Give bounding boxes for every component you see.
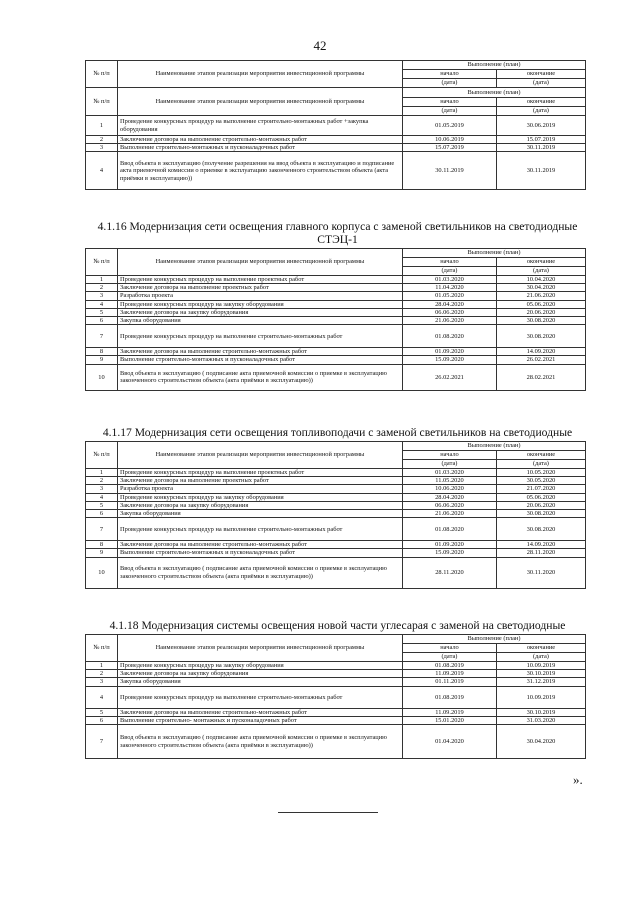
row-number: 9	[86, 356, 118, 364]
table-row	[86, 356, 586, 364]
stage-name: Ввод объекта в эксплуатацию ( подписание акта приемочной комиссии о приемке в эксплуатацию законченного строительством объекта (акта приёмки в эксплуатацию))	[118, 364, 403, 390]
row-number: 5	[86, 501, 118, 509]
stage-name: Выполнение строительно-монтажных и пусконаладочных работ	[118, 144, 403, 152]
end-date: 30.11.2019	[497, 144, 586, 152]
table-row	[86, 325, 586, 348]
end-date: 10.05.2020	[497, 469, 586, 477]
start-date: 01.05.2019	[403, 116, 497, 136]
header-start: начало	[403, 451, 497, 460]
table-row	[86, 364, 586, 390]
row-number: 6	[86, 317, 118, 325]
row-number: 8	[86, 541, 118, 549]
end-date: 21.06.2020	[497, 292, 586, 300]
row-number: 7	[86, 325, 118, 348]
start-date: 21.06.2020	[403, 317, 497, 325]
stage-name: Заключение договора на закупку оборудования	[118, 501, 403, 509]
stage-name: Заключение договора на выполнение строительно-монтажных работ	[118, 348, 403, 356]
end-date: 21.07.2020	[497, 485, 586, 493]
header-num: № п/п	[86, 635, 118, 662]
header-end-sub: (дата)	[497, 107, 586, 116]
stage-name: Ввод объекта в эксплуатацию ( подписание акта приемочной комиссии о приемке в эксплуатацию законченного строительством объекта (акта приёмки в эксплуатацию))	[118, 725, 403, 759]
table-row	[86, 144, 586, 152]
header-exec: Выполнение (план)	[403, 61, 586, 70]
start-date: 11.09.2019	[403, 708, 497, 716]
stage-name: Заключение договора на выполнение проектных работ	[118, 284, 403, 292]
end-date: 26.02.2021	[497, 356, 586, 364]
table-row	[86, 549, 586, 557]
end-date: 30.05.2020	[497, 477, 586, 485]
start-date: 06.06.2020	[403, 308, 497, 316]
header-end-sub: (дата)	[497, 653, 586, 662]
start-date: 11.09.2019	[403, 670, 497, 678]
stage-name: Заключение договора на выполнение строительно-монтажных работ	[118, 541, 403, 549]
stage-name: Заключение договора на закупку оборудования	[118, 308, 403, 316]
start-date: 10.06.2020	[403, 485, 497, 493]
table-row	[86, 662, 586, 670]
stage-name: Проведение конкурсных процедур на выполнение строительно-монтажных работ	[118, 686, 403, 708]
start-date: 28.04.2020	[403, 493, 497, 501]
header-num: № п/п	[86, 249, 118, 276]
end-date: 31.12.2019	[497, 678, 586, 686]
stage-name: Проведение конкурсных процедур на закупку оборудования	[118, 300, 403, 308]
start-date: 11.04.2020	[403, 284, 497, 292]
end-date: 30.11.2020	[497, 557, 586, 588]
header-name: Наименование этапов реализации мероприятия инвестиционной программы	[118, 442, 403, 469]
header-exec: Выполнение (план)	[403, 635, 586, 644]
table-row	[86, 152, 586, 190]
table-row	[86, 300, 586, 308]
start-date: 21.06.2020	[403, 510, 497, 518]
header-start-sub: (дата)	[403, 267, 497, 276]
end-date: 30.08.2020	[497, 510, 586, 518]
stage-name: Проведение конкурсных процедур на выполнение строительно-монтажных работ	[118, 325, 403, 348]
row-number: 5	[86, 308, 118, 316]
start-date: 01.09.2020	[403, 348, 497, 356]
table-row	[86, 518, 586, 541]
end-date: 10.09.2019	[497, 662, 586, 670]
start-date: 01.08.2020	[403, 325, 497, 348]
table-row	[86, 716, 586, 724]
closing-quote: ».	[573, 772, 583, 787]
row-number: 6	[86, 716, 118, 724]
stage-name: Выполнение строительно-монтажных и пусконаладочных работ	[118, 356, 403, 364]
table-row	[86, 670, 586, 678]
stage-name: Заключение договора на выполнение строительно-монтажных работ	[118, 136, 403, 144]
header-start: начало	[403, 644, 497, 653]
start-date: 06.06.2020	[403, 501, 497, 509]
header-end: окончание	[497, 70, 586, 79]
header-start: начало	[403, 70, 497, 79]
header-num: № п/п	[86, 61, 118, 88]
row-number: 7	[86, 725, 118, 759]
row-number: 2	[86, 284, 118, 292]
header-num: № п/п	[86, 442, 118, 469]
table-row	[86, 116, 586, 136]
section-title-4-1-17: 4.1.17 Модернизация сети освещения топливоподачи с заменой светильников на светодиодные	[102, 426, 573, 439]
table-row	[86, 136, 586, 144]
table-row	[86, 292, 586, 300]
header-exec: Выполнение (план)	[403, 249, 586, 258]
start-date: 30.11.2019	[403, 152, 497, 190]
plan-table-continuation	[85, 60, 586, 190]
end-date: 30.04.2020	[497, 725, 586, 759]
header-start-sub: (дата)	[403, 460, 497, 469]
row-number: 10	[86, 364, 118, 390]
stage-name: Заключение договора на закупку оборудования	[118, 670, 403, 678]
table-row	[86, 725, 586, 759]
header-end: окончание	[497, 98, 586, 107]
start-date: 01.05.2020	[403, 292, 497, 300]
header-start-sub: (дата)	[403, 79, 497, 88]
stage-name: Проведение конкурсных процедур на закупку оборудования	[118, 493, 403, 501]
end-date: 10.09.2019	[497, 686, 586, 708]
stage-name: Проведение конкурсных процедур на выполнение строительно-монтажных работ	[118, 518, 403, 541]
table-row	[86, 510, 586, 518]
page-number: 42	[313, 38, 327, 53]
start-date: 01.04.2020	[403, 725, 497, 759]
stage-name: Проведение конкурсных процедур на закупку оборудования	[118, 662, 403, 670]
header-name: Наименование этапов реализации мероприятия инвестиционной программы	[118, 249, 403, 276]
end-date: 30.08.2020	[497, 518, 586, 541]
stage-name: Закупка оборудования	[118, 678, 403, 686]
end-date: 30.06.2019	[497, 116, 586, 136]
plan-table-4-1-17	[85, 441, 586, 589]
row-number: 10	[86, 557, 118, 588]
start-date: 01.08.2019	[403, 662, 497, 670]
row-number: 1	[86, 276, 118, 284]
start-date: 15.01.2020	[403, 716, 497, 724]
header-exec: Выполнение (план)	[403, 442, 586, 451]
stage-name: Ввод объекта в эксплуатацию ( подписание акта приемочной комиссии о приемке в эксплуатацию законченного строительством объекта (акта приёмки в эксплуатацию))	[118, 557, 403, 588]
stage-name: Заключение договора на выполнение проектных работ	[118, 477, 403, 485]
table-row	[86, 477, 586, 485]
header-end: окончание	[497, 451, 586, 460]
plan-table-4-1-16	[85, 248, 586, 391]
row-number: 9	[86, 549, 118, 557]
stage-name: Ввод объекта в эксплуатацию (получение разрешения на ввод объекта в эксплуатацию и подписание акта приемочной комиссии о приемке в эксплуатацию законченного строительством объекта (акта приёмки в эксплуатацию))	[118, 152, 403, 190]
row-number: 4	[86, 300, 118, 308]
header-start: начало	[403, 98, 497, 107]
table-row	[86, 557, 586, 588]
end-date: 28.02.2021	[497, 364, 586, 390]
end-date: 05.06.2020	[497, 300, 586, 308]
header-end-sub: (дата)	[497, 267, 586, 276]
header-num: № п/п	[86, 88, 118, 116]
row-number: 4	[86, 152, 118, 190]
row-number: 2	[86, 670, 118, 678]
end-date: 20.06.2020	[497, 308, 586, 316]
stage-name: Разработка проекта	[118, 485, 403, 493]
row-number: 7	[86, 518, 118, 541]
start-date: 01.09.2020	[403, 541, 497, 549]
stage-name: Заключение договора на выполнение строительно-монтажных работ	[118, 708, 403, 716]
stage-name: Закупка оборудования	[118, 510, 403, 518]
section-title-4-1-16: 4.1.16 Модернизация сети освещения главного корпуса с заменой светильников на светодиодные СТЭЦ-1	[97, 220, 578, 246]
start-date: 01.03.2020	[403, 276, 497, 284]
stage-name: Закупка оборудования	[118, 317, 403, 325]
row-number: 3	[86, 485, 118, 493]
header-start-sub: (дата)	[403, 653, 497, 662]
table-row	[86, 493, 586, 501]
table-row	[86, 276, 586, 284]
table-row	[86, 501, 586, 509]
end-date: 30.11.2019	[497, 152, 586, 190]
header-start: начало	[403, 258, 497, 267]
end-date: 30.10.2019	[497, 670, 586, 678]
end-date: 15.07.2019	[497, 136, 586, 144]
stage-name: Проведение конкурсных процедур на выполнение строительно-монтажных работ +закупка оборудования	[118, 116, 403, 136]
end-date: 05.06.2020	[497, 493, 586, 501]
start-date: 10.06.2019	[403, 136, 497, 144]
start-date: 28.11.2020	[403, 557, 497, 588]
section-title-4-1-18: 4.1.18 Модернизация системы освещения новой части углесарая с заменой на светодиодные	[109, 619, 566, 632]
table-row	[86, 308, 586, 316]
end-date: 14.09.2020	[497, 541, 586, 549]
row-number: 1	[86, 116, 118, 136]
start-date: 11.05.2020	[403, 477, 497, 485]
start-date: 26.02.2021	[403, 364, 497, 390]
plan-table-4-1-18	[85, 634, 586, 759]
stage-name: Проведение конкурсных процедур на выполнение проектных работ	[118, 469, 403, 477]
row-number: 5	[86, 708, 118, 716]
start-date: 15.09.2020	[403, 356, 497, 364]
table-row	[86, 284, 586, 292]
row-number: 3	[86, 292, 118, 300]
stage-name: Выполнение строительно- монтажных и пусконаладочных работ	[118, 716, 403, 724]
start-date: 01.08.2019	[403, 686, 497, 708]
start-date: 01.11.2019	[403, 678, 497, 686]
row-number: 3	[86, 144, 118, 152]
end-date: 30.04.2020	[497, 284, 586, 292]
header-end: окончание	[497, 644, 586, 653]
row-number: 1	[86, 469, 118, 477]
row-number: 4	[86, 686, 118, 708]
table-row	[86, 317, 586, 325]
end-date: 30.08.2020	[497, 317, 586, 325]
row-number: 8	[86, 348, 118, 356]
table-row	[86, 686, 586, 708]
table-row	[86, 678, 586, 686]
header-name: Наименование этапов реализации мероприятия инвестиционной программы	[118, 61, 403, 88]
header-exec: Выполнение (план)	[403, 88, 586, 98]
stage-name: Выполнение строительно-монтажных и пусконаладочных работ	[118, 549, 403, 557]
end-date: 30.10.2019	[497, 708, 586, 716]
row-number: 4	[86, 493, 118, 501]
table-row	[86, 469, 586, 477]
end-date: 20.06.2020	[497, 501, 586, 509]
table-row	[86, 348, 586, 356]
footer-divider	[278, 812, 378, 813]
start-date: 01.08.2020	[403, 518, 497, 541]
start-date: 15.09.2020	[403, 549, 497, 557]
header-end-sub: (дата)	[497, 79, 586, 88]
table-row	[86, 708, 586, 716]
end-date: 30.08.2020	[497, 325, 586, 348]
end-date: 10.04.2020	[497, 276, 586, 284]
row-number: 6	[86, 510, 118, 518]
row-number: 2	[86, 477, 118, 485]
end-date: 28.11.2020	[497, 549, 586, 557]
start-date: 01.03.2020	[403, 469, 497, 477]
row-number: 3	[86, 678, 118, 686]
header-end: окончание	[497, 258, 586, 267]
header-name: Наименование этапов реализации мероприятия инвестиционной программы	[118, 635, 403, 662]
header-name: Наименование этапов реализации мероприятия инвестиционной программы	[118, 88, 403, 116]
start-date: 15.07.2019	[403, 144, 497, 152]
row-number: 1	[86, 662, 118, 670]
end-date: 14.09.2020	[497, 348, 586, 356]
stage-name: Разработка проекта	[118, 292, 403, 300]
header-start-sub: (дата)	[403, 107, 497, 116]
header-end-sub: (дата)	[497, 460, 586, 469]
end-date: 31.03.2020	[497, 716, 586, 724]
table-row	[86, 485, 586, 493]
stage-name: Проведение конкурсных процедур на выполнение проектных работ	[118, 276, 403, 284]
row-number: 2	[86, 136, 118, 144]
start-date: 28.04.2020	[403, 300, 497, 308]
table-row	[86, 541, 586, 549]
